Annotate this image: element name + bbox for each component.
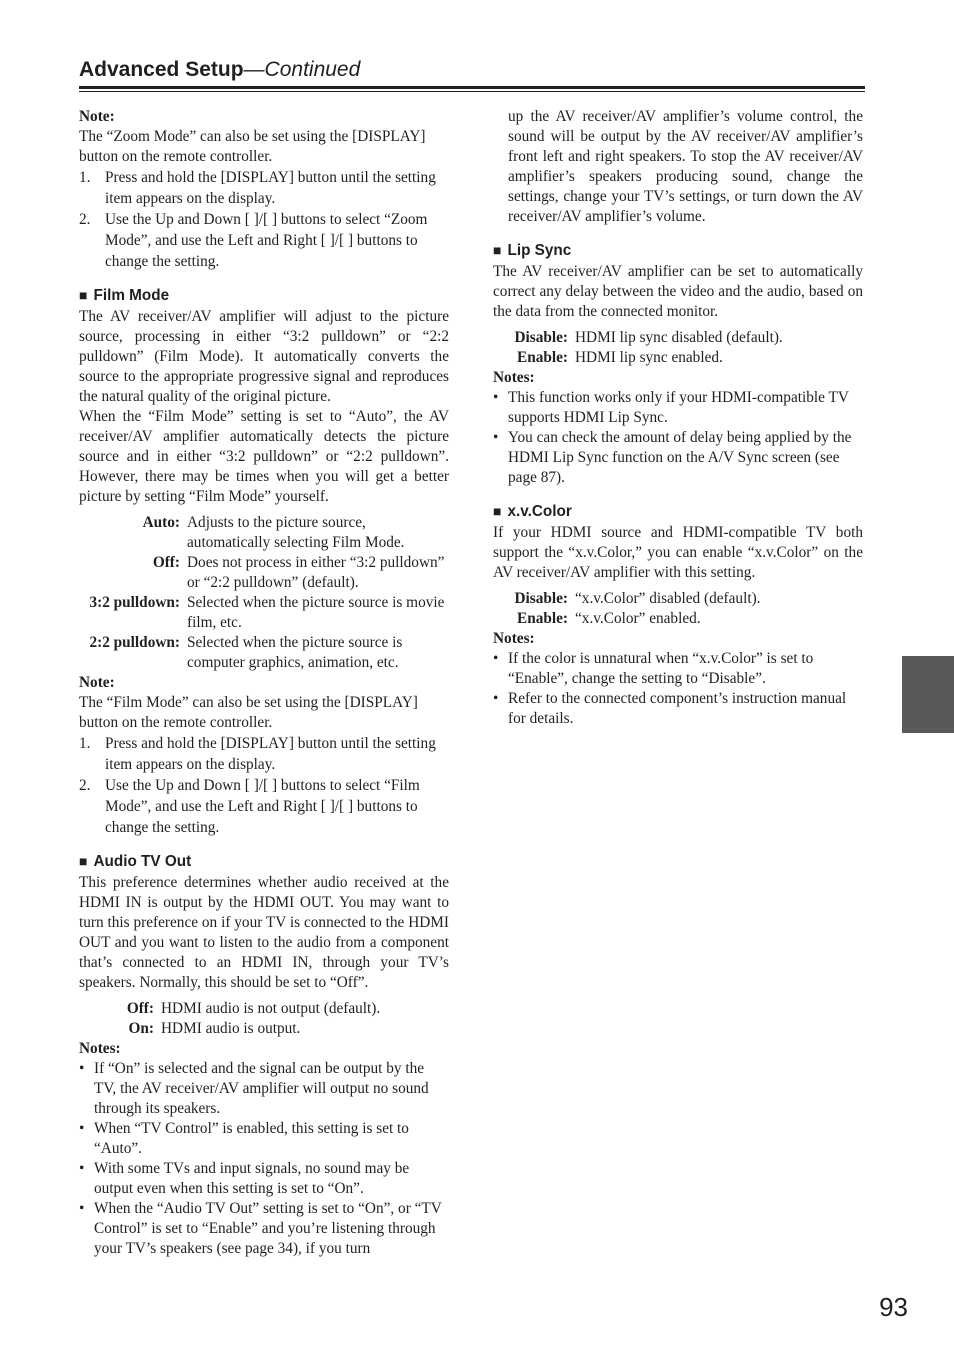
option-row: Enable: “x.v.Color” enabled. bbox=[517, 610, 701, 627]
option-row: Off: Does not process in either “3:2 pulldown” or “2:2 pulldown” (default). bbox=[152, 554, 445, 591]
header-title: Advanced Setup bbox=[79, 58, 244, 81]
step-item: 2. Use the Up and Down [ ]/[ ] buttons to select “Film Mode”, and use the Left and Right [ ]/[ ] buttons to change the setting. bbox=[79, 777, 420, 836]
note-text: The “Film Mode” can also be set using the [DISPLAY] button on the remote controller. bbox=[79, 694, 418, 731]
note-text: The “Zoom Mode” can also be set using the [DISPLAY] button on the remote controller. bbox=[79, 128, 426, 165]
notes-list bbox=[493, 388, 863, 488]
option-row: Disable: “x.v.Color” disabled (default). bbox=[514, 590, 761, 607]
option-row: Off: HDMI audio is not output (default). bbox=[126, 1000, 381, 1017]
option-row: On: HDMI audio is output. bbox=[128, 1020, 301, 1037]
film-mode-paragraph: When the “Film Mode” setting is set to “Auto”, the AV receiver/AV amplifier automatically detects the picture source and in either “3:2 pulldown” or “2:2 pulldown”. However, there may be times when you will get a better picture by setting “Film Mode” yourself. bbox=[79, 408, 449, 505]
option-row: 2:2 pulldown: Selected when the picture source is computer graphics, animation, etc. bbox=[89, 634, 403, 671]
header-rule-thin bbox=[79, 91, 865, 92]
header-rule-thick bbox=[79, 86, 865, 89]
note-item: • This function works only if your HDMI-compatible TV supports HDMI Lip Sync. bbox=[493, 389, 849, 426]
notes-heading: Notes: bbox=[493, 630, 535, 647]
xvcolor-paragraph: If your HDMI source and HDMI-compatible TV both support the “x.v.Color,” you can enable “x.v.Color” on the AV receiver/AV amplifier with this setting. bbox=[493, 524, 863, 581]
step-item: 1. Press and hold the [DISPLAY] button until the setting item appears on the display. bbox=[79, 169, 436, 207]
note-item: • When the “Audio TV Out” setting is set to “On”, or “TV Control” is set to “Enable” and you’re listening through your TV’s speakers (see page 34), if you turn bbox=[79, 1200, 442, 1257]
header-continued: —Continued bbox=[243, 58, 361, 81]
section-heading-lip-sync: ■ Lip Sync bbox=[493, 242, 572, 259]
page-number: 93 bbox=[879, 1292, 908, 1322]
note-item: • Refer to the connected component’s instruction manual for details. bbox=[493, 690, 847, 727]
note-steps bbox=[79, 733, 449, 838]
film-mode-options bbox=[79, 513, 449, 673]
section-heading-film-mode: ■ Film Mode bbox=[79, 287, 170, 304]
section-thumb-tab bbox=[902, 656, 954, 733]
film-mode-paragraph: The AV receiver/AV amplifier will adjust to the picture source, processing in either “3:2 pulldown” or “2:2 pulldown” (Film Mode). It automatically converts the source to the appropriate progressive signal and reproduces the natural quality of the original picture. bbox=[79, 308, 449, 405]
note-item: • If the color is unnatural when “x.v.Color” is set to “Enable”, change the setting to “Disable”. bbox=[493, 650, 814, 687]
section-heading-xvcolor: ■ x.v.Color bbox=[493, 503, 572, 520]
note-steps bbox=[79, 167, 449, 272]
lip-sync-options bbox=[493, 328, 863, 368]
right-column bbox=[493, 107, 863, 729]
audio-tv-out-options bbox=[79, 999, 449, 1039]
page-header bbox=[79, 55, 865, 85]
lip-sync-paragraph: The AV receiver/AV amplifier can be set to automatically correct any delay between the video and the audio, based on the data from the connected monitor. bbox=[493, 263, 863, 320]
notes-heading: Notes: bbox=[493, 369, 535, 386]
note-item: • When “TV Control” is enabled, this setting is set to “Auto”. bbox=[79, 1120, 409, 1157]
notes-list bbox=[493, 649, 863, 729]
option-row: 3:2 pulldown: Selected when the picture source is movie film, etc. bbox=[89, 594, 445, 631]
left-column bbox=[79, 107, 449, 1259]
note-item: • If “On” is selected and the signal can be output by the TV, the AV receiver/AV amplifier will output no sound through its speakers. bbox=[79, 1060, 429, 1117]
step-item: 2. Use the Up and Down [ ]/[ ] buttons to select “Zoom Mode”, and use the Left and Right [ ]/[ ] buttons to change the setting. bbox=[79, 211, 428, 270]
continued-note-text: up the AV receiver/AV amplifier’s volume control, the sound will be output by the AV receiver/AV amplifier’s front left and right speakers. To stop the AV receiver/AV amplifier’s speakers producing sound, change the settings, change your TV’s settings, or turn down the AV receiver/AV amplifier’s volume. bbox=[508, 108, 863, 225]
option-row: Enable: HDMI lip sync enabled. bbox=[517, 349, 723, 366]
option-row: Disable: HDMI lip sync disabled (default). bbox=[514, 329, 783, 346]
section-heading-audio-tv-out: ■ Audio TV Out bbox=[79, 853, 192, 870]
note-heading: Note: bbox=[79, 108, 115, 125]
note-item: • With some TVs and input signals, no sound may be output even when this setting is set to “On”. bbox=[79, 1160, 410, 1197]
notes-list bbox=[79, 1059, 449, 1259]
option-row: Auto: Adjusts to the picture source, automatically selecting Film Mode. bbox=[142, 514, 405, 551]
xvcolor-options bbox=[493, 589, 863, 629]
step-item: 1. Press and hold the [DISPLAY] button until the setting item appears on the display. bbox=[79, 735, 436, 773]
note-item: • You can check the amount of delay being applied by the HDMI Lip Sync function on the A/V Sync screen (see page 87). bbox=[493, 429, 852, 486]
note-heading: Note: bbox=[79, 674, 115, 691]
notes-heading: Notes: bbox=[79, 1040, 121, 1057]
audio-tv-out-paragraph: This preference determines whether audio received at the HDMI IN is output by the HDMI OUT. You may want to turn this preference on if your TV is connected to the HDMI OUT and you want to listen to the audio from a component that’s connected to an HDMI IN, through your TV’s speakers. Normally, this should be set to “Off”. bbox=[79, 874, 449, 991]
